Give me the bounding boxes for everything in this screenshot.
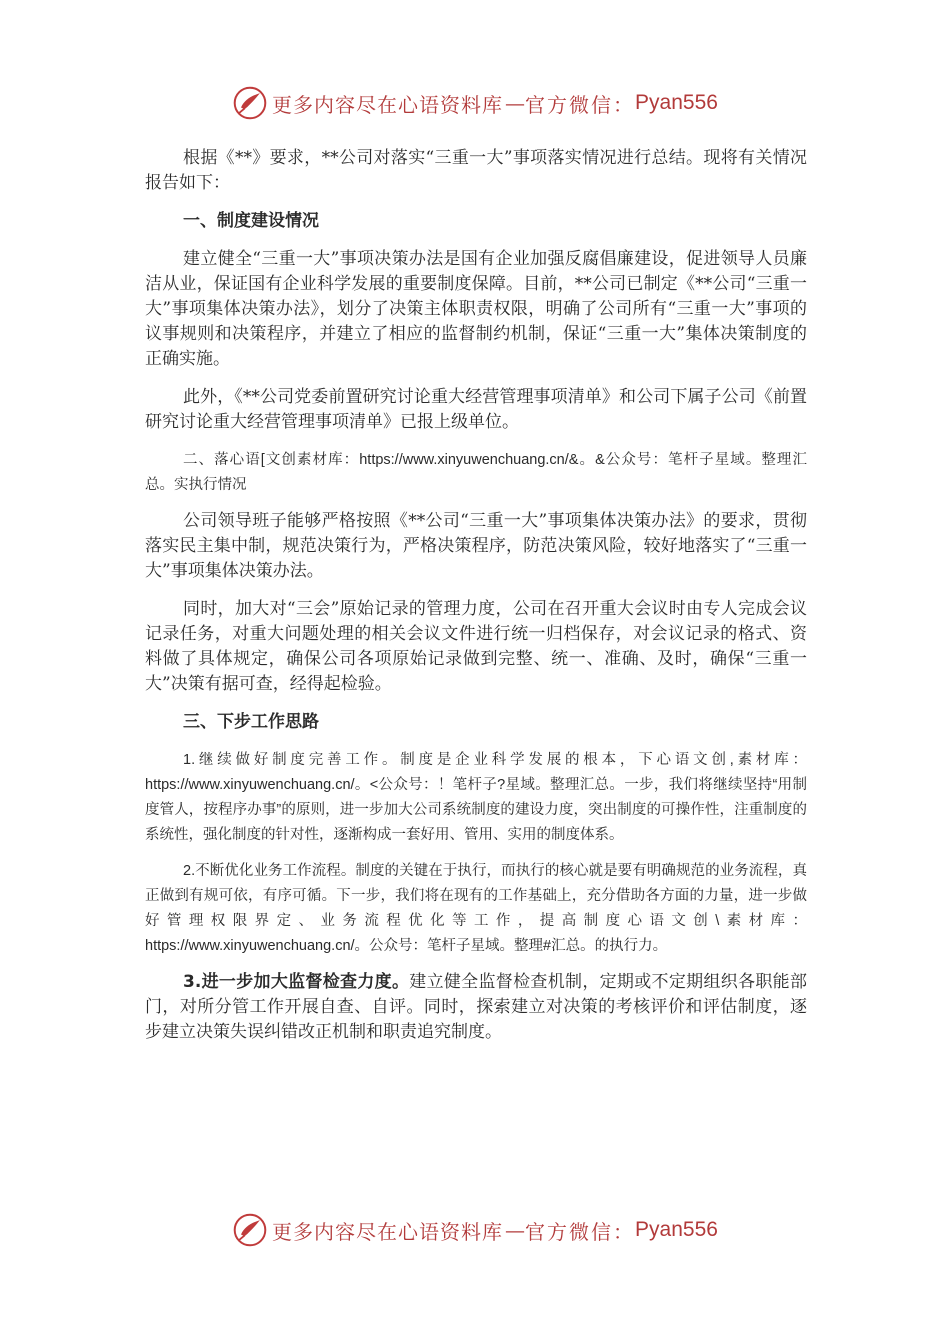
section-3-item-2	[145, 859, 807, 959]
section-2-paragraph-1: 公司领导班子能够严格按照《**公司“三重一大”事项集体决策办法》的要求，贯彻落实民主集中制，规范决策行为，严格决策程序，防范决策风险，较好地落实了“三重一大”事项集体决策办法。	[145, 511, 807, 581]
banner-wechat-id: Pyan556	[635, 1218, 718, 1241]
section-3-item-3-body: 建立健全监督检查机制，定期或不定期组织各职能部门，对所分管工作开展自查、自评。同时，探索建立对决策的考核评价和评估制度，逐步建立决策失误纠错改正机制和职责追究制度。	[145, 972, 807, 1042]
section-2-heading-text: 二、落心语[文创素材库：https://www.xinyuwenchuang.cn/&。&公众号：笔杆子星域。整理汇总。实执行情况	[145, 452, 807, 493]
footer-banner	[0, 1210, 950, 1250]
pen-logo-icon	[232, 85, 268, 121]
section-1-paragraph-1: 建立健全“三重一大”事项决策办法是国有企业加强反腐倡廉建设，促进领导人员廉洁从业，保证国有企业科学发展的重要制度保障。目前，**公司已制定《**公司“三重一大”事项集体决策办法》，划分了决策主体职责权限，明确了公司所有“三重一大”事项的议事规则和决策程序，并建立了相应的监督制约机制，保证“三重一大”集体决策制度的正确实施。	[145, 249, 807, 369]
banner-brand-text: 更多内容尽在心语资料库	[272, 1219, 504, 1244]
banner-separator: —	[505, 1218, 524, 1242]
section-2-paragraph-2: 同时，加大对“三会”原始记录的管理力度，公司在召开重大会议时由专人完成会议记录任务，对重大问题处理的相关会议文件进行统一归档保存，对会议记录的格式、资料做了具体规定，确保公司各项原始记录做到完整、统一、准确、及时，确保“三重一大”决策有据可查，经得起检验。	[145, 599, 807, 694]
header-banner	[0, 83, 950, 123]
section-3-item-2-text: 2.不断优化业务工作流程。制度的关键在于执行，而执行的核心就是要有明确规范的业务流程，真正做到有规可依，有序可循。下一步，我们将在现有的工作基础上，充分借助各方面的力量，进一步做好管理权限界定、业务流程优化等工作，提高制度心语文创\素材库：https://www.xinyuwenchuang.cn/。公众号：笔杆子星域。整理#汇总。的执行力。	[145, 863, 807, 954]
pen-logo-icon	[232, 1212, 268, 1248]
section-1-paragraph-2: 此外，《**公司党委前置研究讨论重大经营管理事项清单》和公司下属子公司《前置研究讨论重大经营管理事项清单》已报上级单位。	[145, 387, 807, 432]
section-3-item-3-lead: 3.进一步加大监督检查力度。	[183, 972, 410, 992]
banner-wechat-label: 官方微信：	[525, 92, 636, 117]
section-2-heading	[145, 448, 807, 498]
banner-separator: —	[505, 91, 524, 115]
section-3-heading: 三、下步工作思路	[183, 712, 319, 732]
banner-brand-text: 更多内容尽在心语资料库	[272, 92, 504, 117]
banner-wechat-label: 官方微信：	[525, 1219, 636, 1244]
document-body	[145, 146, 807, 1058]
intro-paragraph: 根据《**》要求，**公司对落实“三重一大”事项落实情况进行总结。现将有关情况报告如下：	[145, 148, 807, 193]
section-3-item-1	[145, 748, 807, 848]
section-1-heading: 一、制度建设情况	[183, 211, 319, 231]
section-3-item-3	[145, 970, 807, 1045]
banner-wechat-id: Pyan556	[635, 91, 718, 114]
section-3-item-1-text: 1.继续做好制度完善工作。制度是企业科学发展的根本，下心语文创,素材库：https://www.xinyuwenchuang.cn/。<公众号：！笔杆子?星域。整理汇总。一步，我们将继续坚持“用制度管人，按程序办事”的原则，进一步加大公司系统制度的建设力度，突出制度的可操作性，注重制度的系统性，强化制度的针对性，逐渐构成一套好用、管用、实用的制度体系。	[145, 752, 807, 843]
